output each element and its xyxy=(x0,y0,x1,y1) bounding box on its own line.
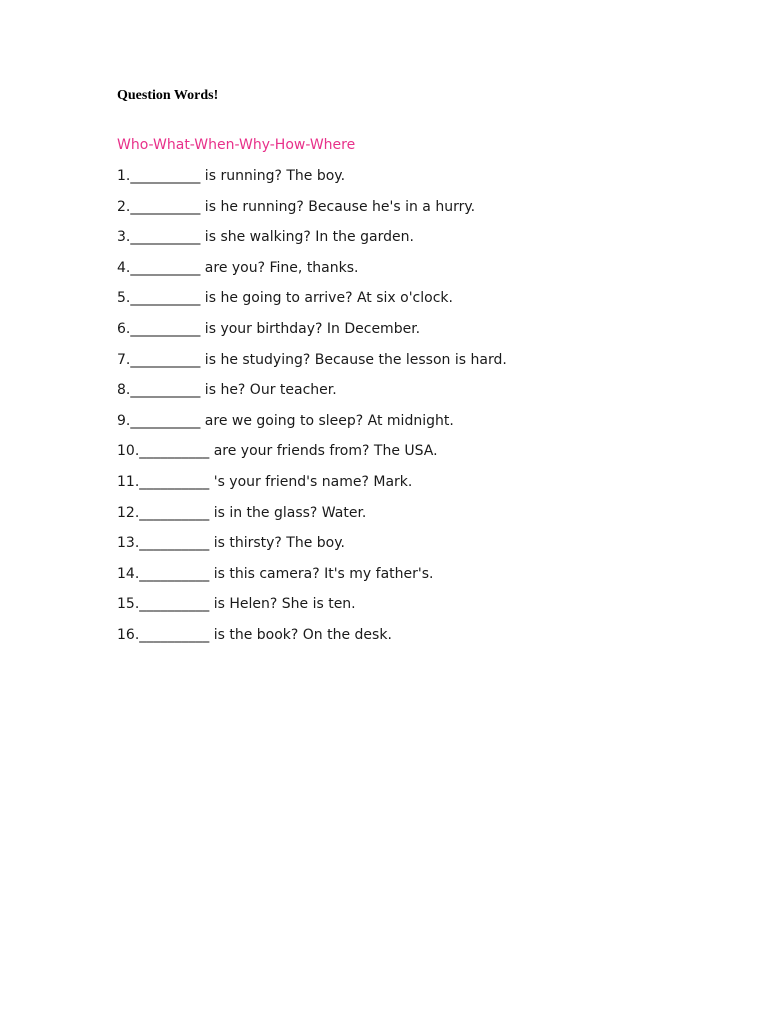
question-item: 2.__________ is he running? Because he's in a hurry. xyxy=(117,198,476,215)
question-words-subtitle: Who-What-When-Why-How-Where xyxy=(117,137,356,153)
question-item: 6.__________ is your birthday? In December. xyxy=(117,320,421,337)
question-item: 14.__________ is this camera? It's my father's. xyxy=(117,565,434,582)
question-item: 16.__________ is the book? On the desk. xyxy=(117,626,392,643)
question-item: 13.__________ is thirsty? The boy. xyxy=(117,535,345,552)
question-item: 12.__________ is in the glass? Water. xyxy=(117,504,367,521)
question-item: 9.__________ are we going to sleep? At midnight. xyxy=(117,412,454,429)
question-item: 11.__________ 's your friend's name? Mark. xyxy=(117,473,413,490)
question-item: 15.__________ is Helen? She is ten. xyxy=(117,596,356,613)
question-item: 7.__________ is he studying? Because the lesson is hard. xyxy=(117,351,507,368)
question-item: 10.__________ are your friends from? The USA. xyxy=(117,443,438,460)
page-title: Question Words! xyxy=(117,88,219,103)
question-item: 3.__________ is she walking? In the garden. xyxy=(117,229,414,246)
question-item: 5.__________ is he going to arrive? At six o'clock. xyxy=(117,290,453,307)
question-list xyxy=(117,167,507,657)
question-item: 8.__________ is he? Our teacher. xyxy=(117,382,337,399)
question-item: 4.__________ are you? Fine, thanks. xyxy=(117,259,359,276)
question-item: 1.__________ is running? The boy. xyxy=(117,168,346,184)
